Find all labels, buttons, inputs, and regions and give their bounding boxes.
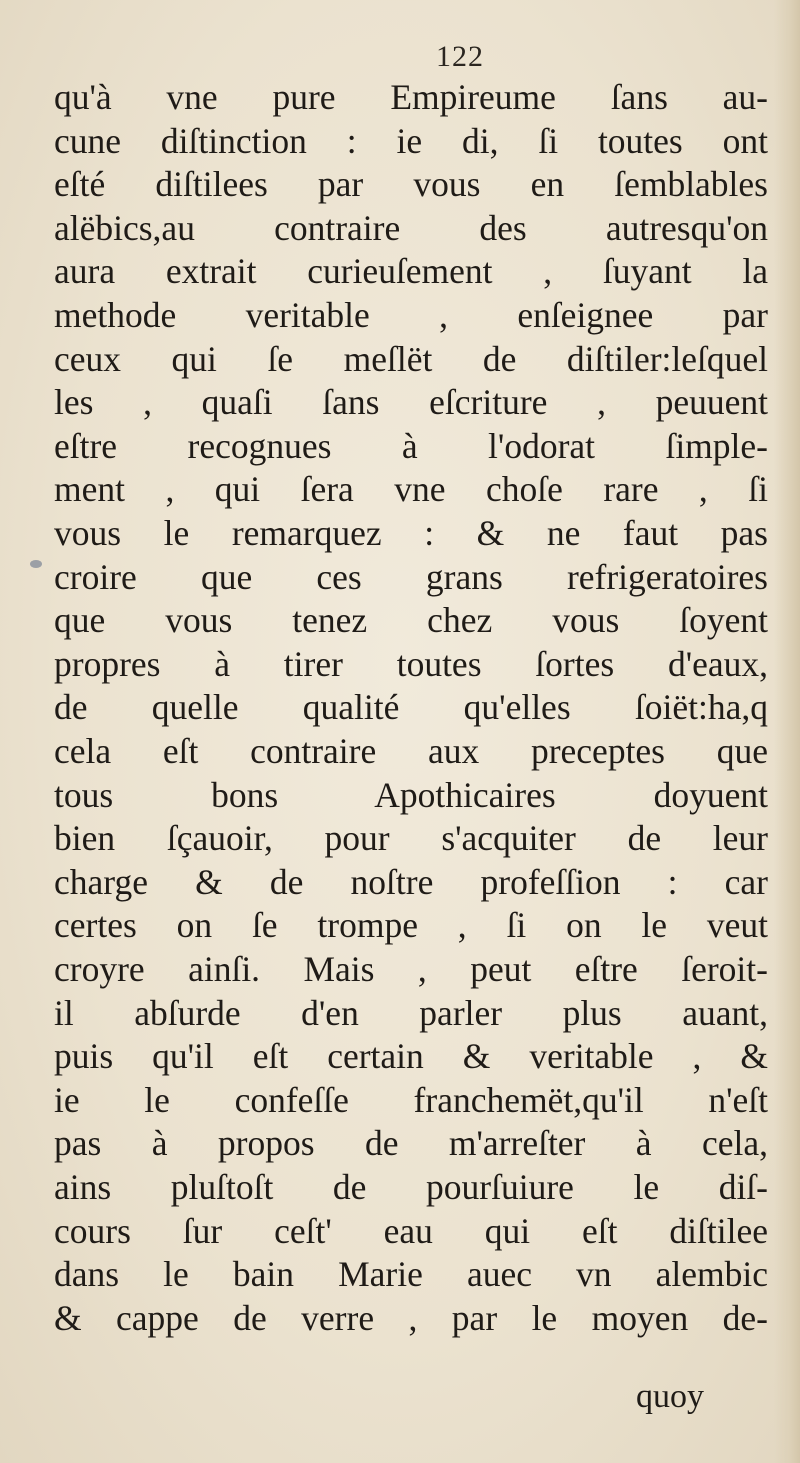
page-number: 122 bbox=[436, 40, 484, 73]
text-line: & cappe de verre , par le moyen de- bbox=[54, 1297, 768, 1338]
text-line: cune diſtinction : ie di, ſi toutes ont bbox=[54, 120, 768, 161]
text-line: cours ſur ceſt' eau qui eſt diſtilee bbox=[54, 1210, 768, 1251]
text-line: methode veritable , enſeignee par bbox=[54, 295, 768, 335]
text-line: aura extrait curieuſement , ſuyant la bbox=[54, 251, 768, 292]
text-line: vous le remarquez : & ne faut pas bbox=[54, 513, 768, 553]
text-line: il abſurde d'en parler plus auant, bbox=[54, 992, 768, 1033]
text-line: cela eſt contraire aux preceptes que bbox=[54, 731, 768, 771]
text-line: ment , qui ſera vne choſe rare , ſi bbox=[54, 469, 768, 510]
text-line: ceux qui ſe meſlët de diſtiler:leſquel bbox=[54, 338, 768, 379]
text-line: ie le confeſſe franchemët,qu'il n'eſt bbox=[54, 1079, 768, 1120]
text-line: croyre ainſi. Mais , peut eſtre ſeroit- bbox=[54, 949, 768, 989]
text-line: ains pluſtoſt de pourſuiure le diſ- bbox=[54, 1167, 768, 1207]
text-line: de quelle qualité qu'elles ſoiët:ha,q bbox=[54, 687, 768, 728]
catchword: quoy bbox=[636, 1378, 704, 1415]
ink-blot bbox=[30, 560, 42, 568]
page-edge-shadow bbox=[774, 0, 800, 1463]
text-line: tous bons Apothicaires doyuent bbox=[54, 774, 768, 815]
text-line: croire que ces grans refrigeratoires bbox=[54, 556, 768, 597]
text-line: que vous tenez chez vous ſoyent bbox=[54, 600, 768, 641]
text-line: certes on ſe trompe , ſi on le veut bbox=[54, 905, 768, 946]
text-line: charge & de noſtre profeſſion : car bbox=[54, 861, 768, 902]
text-line: dans le bain Marie auec vn alembic bbox=[54, 1254, 768, 1295]
text-line: bien ſçauoir, pour s'acquiter de leur bbox=[54, 818, 768, 859]
text-line: puis qu'il eſt certain & veritable , & bbox=[54, 1036, 768, 1077]
text-line: les , quaſi ſans eſcriture , peuuent bbox=[54, 382, 768, 423]
text-line: pas à propos de m'arreſter à cela, bbox=[54, 1123, 768, 1164]
text-line: eſtre recognues à l'odorat ſimple- bbox=[54, 425, 768, 466]
text-line: alëbics,au contraire des autresqu'on bbox=[54, 207, 768, 248]
text-line: propres à tirer toutes ſortes d'eaux, bbox=[54, 643, 768, 684]
text-line: eſté diſtilees par vous en ſemblables bbox=[54, 164, 768, 205]
text-line: qu'à vne pure Empireume ſans au- bbox=[54, 77, 768, 117]
